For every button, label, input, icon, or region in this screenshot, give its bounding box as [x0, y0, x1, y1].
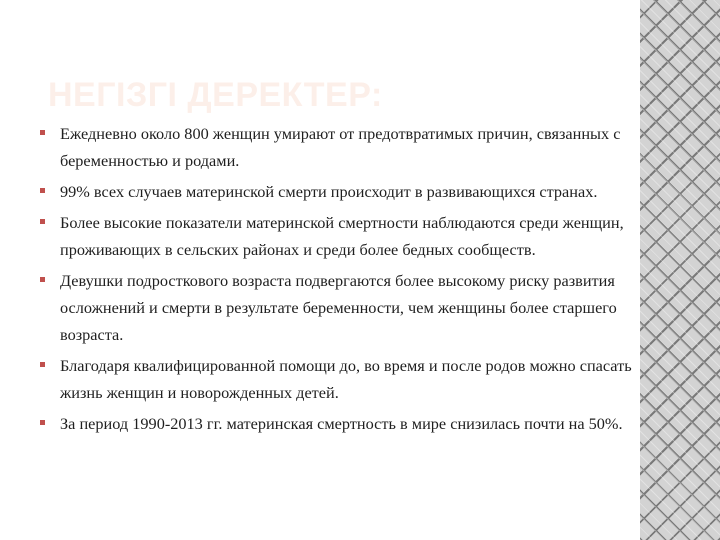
bullet-text: Благодаря квалифицированной помощи до, во время и после родов можно спасать жизнь женщин и новорожденных детей. [60, 356, 632, 402]
slide-title: НЕГІЗГІ ДЕРЕКТЕР: [48, 76, 383, 114]
list-item [40, 120, 640, 174]
bullet-marker-icon [40, 420, 45, 425]
list-item [40, 352, 640, 406]
bullet-marker-icon [40, 362, 45, 367]
bullet-text: 99% всех случаев материнской смерти происходит в развивающихся странах. [60, 182, 598, 201]
list-item [40, 410, 640, 437]
bullet-text: За период 1990-2013 гг. материнская смертность в мире снизилась почти на 50%. [60, 414, 623, 433]
bullet-marker-icon [40, 130, 45, 135]
bullet-marker-icon [40, 219, 45, 224]
bullet-text: Более высокие показатели материнской смертности наблюдаются среди женщин, проживающих в сельских районах и среди более бедных сообществ. [60, 213, 624, 259]
bullet-marker-icon [40, 277, 45, 282]
bullet-list [40, 120, 640, 441]
decorative-side-pattern [640, 0, 720, 540]
bullet-marker-icon [40, 188, 45, 193]
bullet-text: Девушки подросткового возраста подвергаются более высокому риску развития осложнений и смерти в результате беременности, чем женщины более старшего возраста. [60, 271, 617, 344]
list-item [40, 267, 640, 348]
list-item [40, 178, 640, 205]
list-item [40, 209, 640, 263]
bullet-text: Ежедневно около 800 женщин умирают от предотвратимых причин, связанных с беременностью и родами. [60, 124, 621, 170]
